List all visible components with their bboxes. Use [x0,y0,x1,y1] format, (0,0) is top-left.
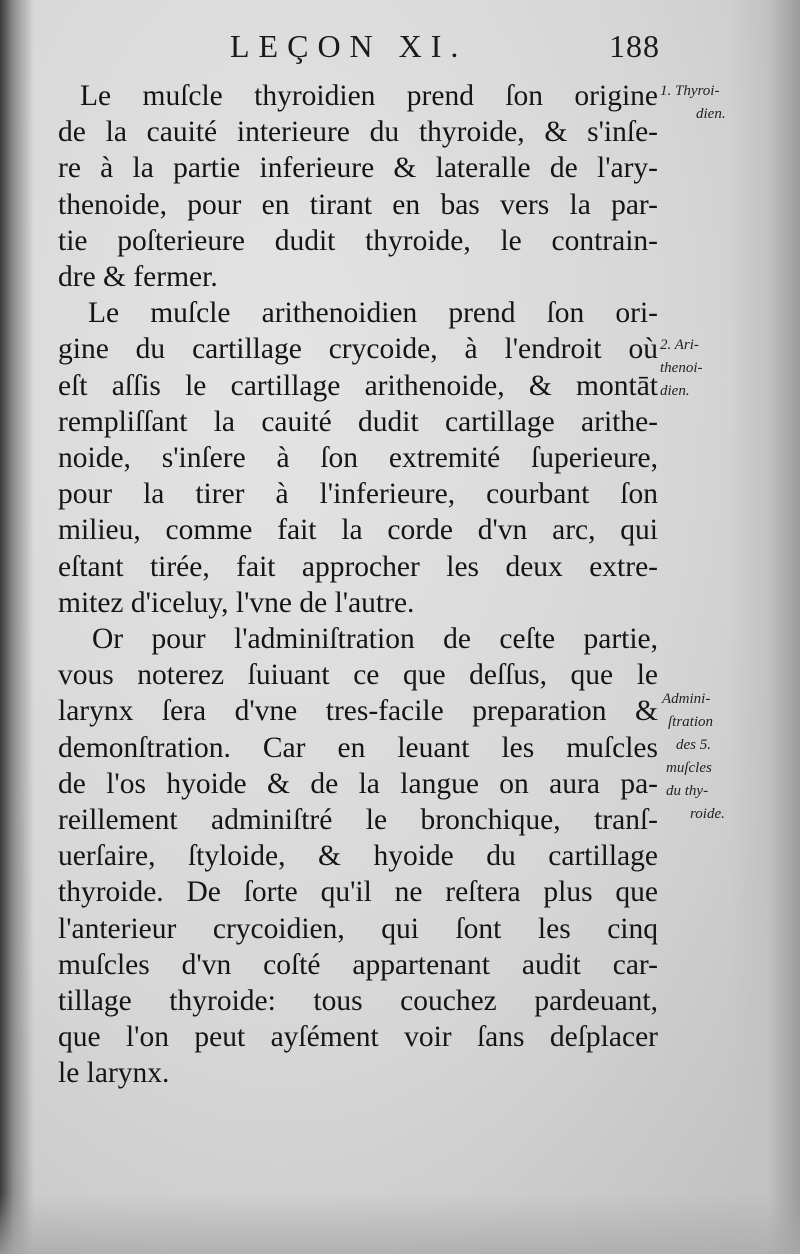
text-line: Le muſcle thyroidien prend ſon origine [80,80,658,112]
marginal-note-line: 2. Ari- [660,337,699,353]
text-line: demonſtration. Car en leuant les muſcles [58,731,658,764]
paragraph [58,78,658,295]
text-line: tillage thyroide: tous couchez pardeuant, [58,985,658,1018]
marginal-note-line: muſcles [666,760,712,776]
text-line: thenoide, pour en tirant en bas vers la par- [58,188,658,221]
text-line: de la cauité interieure du thyroide, & s'inſe- [58,116,658,149]
page-number: 188 [609,28,660,64]
marginal-note-line: des 5. [676,737,711,753]
marginal-note [660,334,703,403]
text-line: noide, s'inſere à ſon extremité ſuperieure, [58,442,658,475]
marginal-note-line: thenoi- [660,360,703,376]
page-gutter-shadow [0,0,34,1254]
text-line: gine du cartillage crycoide, à l'endroit où [58,333,658,366]
text-line: pour la tirer à l'inferieure, courbant ſon [58,478,658,511]
text-line: rempliſſant la cauité dudit cartillage arithe- [58,405,658,438]
text-line: Le muſcle arithenoidien prend ſon ori- [88,297,658,330]
text-line: muſcles d'vn coſté appartenant audit car- [58,948,658,981]
marginal-note-line: dien. [660,383,690,399]
marginal-note-line: du thy- [666,783,709,799]
text-line: larynx ſera d'vne tres-facile preparation & [58,695,658,728]
text-line: thyroide. De ſorte qu'il ne reſtera plus que [58,876,658,909]
text-line: tie poſterieure dudit thyroide, le contrain- [58,224,658,257]
marginal-note-line: 1. Thyroi- [660,83,720,99]
text-line: mitez d'iceluy, l'vne de l'autre. [58,586,415,619]
text-line: Or pour l'adminiſtration de ceſte partie, [92,623,658,656]
running-head: LEÇON XI. [230,28,468,64]
marginal-note [662,688,725,826]
body-text [58,78,658,1092]
marginal-note [660,80,726,126]
text-line: eſt aſſis le cartillage arithenoide, & montāt [58,369,658,402]
text-line: eſtant tirée, fait approcher les deux extre- [58,550,658,583]
text-line: reillement adminiſtré le bronchique, tranſ- [58,804,658,837]
text-line: uerſaire, ſtyloide, & hyoide du cartillage [58,840,658,873]
paragraph [58,621,658,1092]
text-line: le larynx. [58,1057,170,1090]
page-bottom-shadow [0,1194,800,1254]
text-line: que l'on peut ayſément voir ſans deſplacer [58,1021,658,1054]
paragraph [58,295,658,621]
text-line: l'anterieur crycoidien, qui ſont les cinq [58,912,658,945]
page-header [230,28,660,68]
marginal-note-line: ſtration [668,714,714,730]
text-line: de l'os hyoide & de la langue on aura pa- [58,767,658,800]
marginal-note-line: Admini- [662,691,711,707]
page-edge-shadow [730,0,800,1254]
text-line: vous noterez ſuiuant ce que deſſus, que le [58,659,658,692]
text-line: re à la partie inferieure & lateralle de l'ary- [58,152,658,185]
marginal-note-line: dien. [696,106,726,122]
marginal-note-line: roide. [690,806,725,822]
text-line: dre & fermer. [58,261,218,294]
text-line: milieu, comme fait la corde d'vn arc, qui [58,514,658,547]
